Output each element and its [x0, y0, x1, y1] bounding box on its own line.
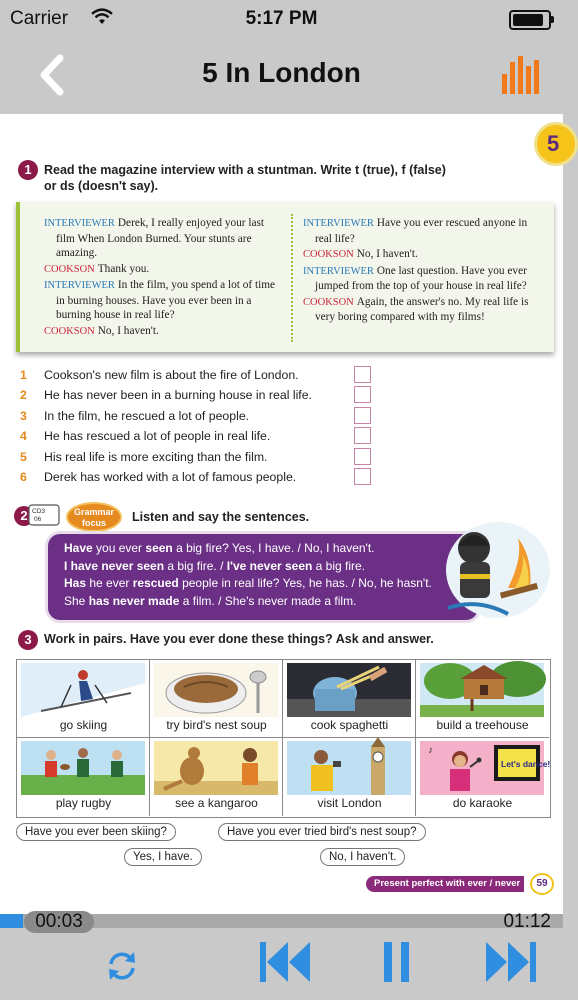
status-time: 5:17 PM: [245, 8, 318, 29]
activity-caption: play rugby: [55, 796, 112, 810]
carrier-label: Carrier: [10, 8, 69, 29]
answer-box[interactable]: [354, 407, 371, 424]
unit-tab: 5: [534, 122, 578, 166]
statement-row: [20, 427, 380, 447]
activity-caption: cook spaghetti: [310, 718, 389, 732]
grammar-sentence: [64, 540, 478, 558]
statement-number: 5: [20, 449, 27, 464]
interview-divider: [291, 214, 293, 342]
grammar-sentence: [64, 593, 478, 611]
interview-box: [16, 202, 554, 352]
karaoke-picture: [420, 741, 551, 795]
activity-cell: [416, 660, 549, 738]
page-number: 59: [530, 873, 554, 895]
statement-number: 3: [20, 408, 27, 423]
speaker-label: COOKSON: [44, 263, 95, 275]
activity-caption: go skiing: [59, 718, 108, 732]
activity-caption: try bird's nest soup: [166, 718, 267, 732]
answer-box[interactable]: [354, 468, 371, 485]
grammar-focus-badge: Grammar focus: [66, 502, 122, 532]
textbook-page: [0, 114, 563, 914]
speech-bubble-answer-2: No, I haven't.: [320, 848, 405, 866]
grammar-bold: has never made: [88, 593, 180, 608]
grammar-text: you ever: [92, 541, 146, 555]
grammar-bold: I have never seen: [64, 558, 165, 573]
spaghetti-pot-picture: [287, 663, 411, 717]
grammar-bold: seen: [145, 541, 173, 555]
activity-cell: [17, 660, 150, 738]
svg-text:CD3: CD3: [32, 508, 46, 515]
skiing-picture: [21, 663, 145, 717]
battery-icon: [509, 10, 551, 30]
interview-text: Thank you.: [97, 262, 150, 275]
statement-row: [20, 366, 380, 386]
exercise-2-instruction: Listen and say the sentences.: [132, 510, 310, 524]
answer-box[interactable]: [354, 427, 371, 444]
interview-line: [44, 278, 280, 323]
interview-text: Again, the answer's no. My real life is very boring compared with my films!: [315, 295, 529, 323]
activity-cell: [283, 738, 416, 816]
statement-row: [20, 448, 380, 468]
statement-text: Cookson's new film is about the fire of London.: [44, 368, 299, 382]
svg-text:♪: ♪: [428, 745, 433, 756]
interview-text: No, I haven't.: [97, 324, 159, 337]
interview-line: [303, 264, 539, 294]
speaker-label: COOKSON: [303, 296, 354, 308]
activities-grid: [16, 659, 551, 818]
grammar-text: a big fire? Yes, I have. / No, I haven't.: [172, 541, 375, 555]
duration-time: 01:12: [503, 911, 551, 932]
karaoke-sign-text: Let's dance!: [501, 759, 551, 769]
interview-line: [303, 295, 539, 325]
grammar-topic-tag: Present perfect with ever / never: [366, 876, 524, 892]
grammar-sentence: [64, 558, 478, 576]
activity-cell: [283, 660, 416, 738]
speech-bubble-answer-1: Yes, I have.: [124, 848, 202, 866]
exercise-number: 3: [18, 630, 38, 650]
interview-text: No, I haven't.: [356, 248, 418, 260]
statement-text: Derek has worked with a lot of famous people.: [44, 469, 297, 484]
statement-number: 2: [20, 388, 27, 403]
grammar-text: a big fire.: [312, 558, 366, 573]
statement-text: He has never been in a burning house in real life.: [44, 388, 312, 403]
speech-bubble-question-1: Have you ever been skiing?: [16, 823, 176, 841]
interview-column-left: [44, 216, 280, 340]
answer-box[interactable]: [354, 386, 371, 403]
firefighter-illustration: [438, 518, 548, 622]
activity-cell: [17, 738, 150, 816]
rugby-picture: [21, 741, 145, 795]
grammar-text: She: [64, 593, 89, 608]
statement-text: In the film, he rescued a lot of people.: [44, 408, 250, 423]
statement-number: 6: [20, 469, 27, 484]
activity-caption: do karaoke: [452, 796, 513, 810]
exercise-3-instruction: 3 Work in pairs. Have you ever done these things? Ask and answer.: [18, 632, 434, 646]
interview-text: In the film, you spend a lot of time in burning houses. Have you ever been in a burning house in real life?: [56, 279, 276, 321]
activity-caption: see a kangaroo: [175, 796, 258, 810]
grammar-bold: I've never seen: [226, 558, 313, 573]
grammar-bold: Has: [64, 576, 87, 590]
exercise-number: 1: [18, 160, 38, 180]
pause-icon[interactable]: [382, 940, 412, 984]
grammar-text: a big fire. /: [164, 558, 227, 573]
previous-track-icon[interactable]: [258, 940, 312, 984]
statement-row: [20, 468, 380, 488]
speaker-label: INTERVIEWER: [303, 218, 374, 229]
interview-line: [303, 247, 539, 263]
interview-line: [44, 216, 280, 261]
statement-number: 1: [20, 368, 27, 382]
answer-box[interactable]: [354, 448, 371, 465]
interview-line: [303, 216, 539, 246]
exercise-1-instruction: 1 Read the magazine interview with a stuntman. Write t (true), f (false) or ds (doesn't say).: [18, 162, 538, 194]
progress-fill: [0, 914, 23, 928]
page-title: 5 In London: [202, 57, 361, 88]
grammar-text: a film. / She's never made a film.: [179, 593, 357, 608]
audio-levels-icon[interactable]: [501, 54, 543, 96]
interview-line: [44, 262, 280, 278]
interview-column-right: [303, 216, 539, 326]
statement-row: [20, 407, 380, 427]
interview-text: One last question. Have you ever jumped from the top of your house in real life?: [315, 264, 527, 292]
kangaroo-picture: [154, 741, 278, 795]
grammar-text: people in real life? Yes, he has. / No, he hasn't.: [178, 576, 432, 590]
grammar-bold: Have: [64, 541, 93, 555]
grammar-bold: rescued: [132, 576, 179, 590]
activity-cell: [150, 660, 283, 738]
grammar-sentence: [64, 575, 478, 593]
treehouse-picture: [420, 663, 544, 717]
speaker-label: INTERVIEWER: [303, 265, 374, 277]
statement-row: [20, 386, 380, 406]
next-track-icon[interactable]: [484, 940, 538, 984]
status-bar: [0, 0, 563, 38]
statement-text: His real life is more exciting than the film.: [44, 449, 268, 464]
activity-caption: visit London: [317, 796, 382, 810]
activity-cell: [150, 738, 283, 816]
svg-text:06: 06: [34, 516, 42, 523]
audio-player: [0, 911, 563, 1000]
cd-icon[interactable]: [28, 504, 66, 526]
statements-list: [20, 366, 380, 488]
interview-text: Have you ever rescued anyone in real life?: [315, 217, 528, 245]
statement-number: 4: [20, 429, 27, 444]
activity-cell: [416, 738, 549, 816]
answer-box[interactable]: [354, 366, 371, 383]
nav-bar: [0, 38, 563, 114]
soup-bowl-picture: [154, 663, 278, 717]
london-picture: [287, 741, 411, 795]
elapsed-time: 00:03: [24, 911, 94, 933]
speaker-label: INTERVIEWER: [44, 280, 115, 291]
grammar-box: [48, 534, 478, 620]
repeat-icon[interactable]: [104, 948, 140, 984]
speaker-label: COOKSON: [303, 249, 354, 260]
activity-caption: build a treehouse: [436, 718, 529, 732]
grammar-text: he ever: [86, 576, 133, 590]
speaker-label: COOKSON: [44, 325, 95, 337]
interview-text: Derek, I really enjoyed your last film When London Burned. Your stunts are amazing.: [56, 217, 265, 259]
speech-bubble-question-2: Have you ever tried bird's nest soup?: [218, 823, 426, 841]
interview-line: [44, 324, 280, 340]
exercise-number: 2: [14, 506, 34, 526]
speaker-label: INTERVIEWER: [44, 218, 115, 229]
statement-text: He has rescued a lot of people in real life.: [44, 429, 271, 444]
